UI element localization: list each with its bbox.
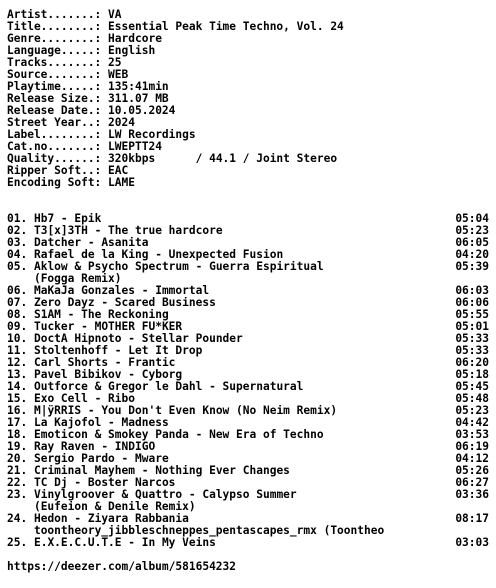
info-key: Street Year..:	[7, 117, 102, 129]
track-entry	[7, 333, 243, 345]
track-row	[7, 405, 489, 417]
track-entry	[7, 465, 290, 477]
info-line	[7, 165, 489, 177]
track-duration: 05:33	[455, 333, 489, 345]
track-title: Outforce & Gregor le Dahl - Supernatural	[33, 381, 304, 393]
track-entry	[7, 513, 189, 525]
info-line	[7, 177, 489, 189]
track-row	[7, 453, 489, 465]
track-title: T3[x]3TH - The true hardcore	[33, 225, 223, 237]
track-row	[7, 237, 489, 249]
track-number: 11.	[7, 345, 28, 357]
info-key: Encoding Soft:	[7, 177, 102, 189]
track-title: Emoticon & Smokey Panda - New Era of Techno	[33, 429, 324, 441]
track-title: Exo Cell - Ribo	[33, 393, 136, 405]
track-title: Datcher - Asanita	[33, 237, 149, 249]
track-row	[7, 477, 489, 489]
track-number: 22.	[7, 477, 28, 489]
track-title: Criminal Mayhem - Nothing Ever Changes	[33, 465, 290, 477]
tracklist	[7, 213, 489, 549]
info-line	[7, 93, 489, 105]
track-row	[7, 213, 489, 225]
track-number: 04.	[7, 249, 28, 261]
info-key: Language.....:	[7, 45, 102, 57]
track-row	[7, 429, 489, 441]
track-duration: 05:04	[455, 213, 489, 225]
track-number: 09.	[7, 321, 28, 333]
info-key: Quality......:	[7, 153, 102, 165]
track-duration: 03:03	[455, 537, 489, 549]
track-duration: 05:45	[455, 381, 489, 393]
track-duration: 06:20	[455, 357, 489, 369]
info-key: Ripper Soft..:	[7, 165, 102, 177]
track-entry	[7, 345, 202, 357]
track-row	[7, 321, 489, 333]
track-entry	[7, 477, 175, 489]
track-title: Pavel Bibikov - Cyborg	[33, 369, 183, 381]
track-entry	[7, 453, 169, 465]
track-number: 18.	[7, 429, 28, 441]
track-duration: 04:20	[455, 249, 489, 261]
track-entry	[7, 417, 169, 429]
info-value: 320kbps / 44.1 / Joint Stereo	[108, 153, 338, 165]
track-number: 17.	[7, 417, 28, 429]
track-number: 07.	[7, 297, 28, 309]
track-entry	[7, 237, 148, 249]
track-title: Ray Raven - INDIGO	[33, 441, 156, 453]
info-value: 311.07 MB	[108, 93, 169, 105]
album-url[interactable]: https://deezer.com/album/581654232	[7, 560, 237, 573]
track-entry	[7, 441, 155, 453]
track-duration: 04:42	[455, 417, 489, 429]
track-number: 23.	[7, 489, 28, 501]
track-title: Hb7 - Epik	[33, 213, 102, 225]
info-key: Cat.no.......:	[7, 141, 102, 153]
track-entry	[7, 381, 303, 393]
track-title: TC Dj - Boster Narcos	[33, 477, 176, 489]
track-duration: 05:26	[455, 465, 489, 477]
track-subtitle-text: (Eufeion & Denile Remix)	[33, 501, 196, 513]
info-key: Release Size.:	[7, 93, 102, 105]
track-duration: 06:19	[455, 441, 489, 453]
track-subtitle	[7, 273, 489, 285]
track-duration: 05:01	[455, 321, 489, 333]
track-row	[7, 345, 489, 357]
track-title: E.X.E.C.U.T.E - In My Veins	[33, 537, 216, 549]
info-line	[7, 129, 489, 141]
track-duration: 05:39	[455, 261, 489, 273]
track-entry	[7, 489, 297, 501]
info-value: LW Recordings	[108, 129, 196, 141]
track-number: 06.	[7, 285, 28, 297]
track-row	[7, 393, 489, 405]
track-title: Rafael de la King - Unexpected Fusion	[33, 249, 284, 261]
track-row	[7, 537, 489, 549]
info-value: 2024	[108, 117, 135, 129]
track-row	[7, 333, 489, 345]
track-row	[7, 225, 489, 237]
track-title: M|ÿRRIS - You Don't Even Know (No Neim Remix)	[33, 405, 338, 417]
track-title: Zero Dayz - Scared Business	[33, 297, 216, 309]
track-duration: 05:18	[455, 369, 489, 381]
track-duration: 06:06	[455, 297, 489, 309]
info-value: English	[108, 45, 156, 57]
info-key: Playtime.....:	[7, 81, 102, 93]
info-value: LAME	[108, 177, 135, 189]
info-key: Title........:	[7, 21, 102, 33]
track-number: 19.	[7, 441, 28, 453]
track-duration: 05:33	[455, 345, 489, 357]
info-value: EAC	[108, 165, 129, 177]
track-number: 08.	[7, 309, 28, 321]
info-line	[7, 9, 489, 21]
track-title: Stoltenhoff - Let It Drop	[33, 345, 203, 357]
track-duration: 06:05	[455, 237, 489, 249]
track-row	[7, 261, 489, 273]
track-number: 05.	[7, 261, 28, 273]
nfo-text-block	[7, 9, 489, 573]
track-subtitle	[7, 525, 489, 537]
track-row	[7, 369, 489, 381]
track-entry	[7, 429, 324, 441]
track-title: Tucker - MOTHER FU*KER	[33, 321, 183, 333]
info-value: WEB	[108, 69, 129, 81]
track-number: 03.	[7, 237, 28, 249]
track-entry	[7, 369, 182, 381]
track-entry	[7, 321, 182, 333]
info-value: VA	[108, 9, 122, 21]
track-number: 02.	[7, 225, 28, 237]
track-row	[7, 285, 489, 297]
track-row	[7, 465, 489, 477]
track-subtitle	[7, 501, 489, 513]
track-duration: 06:27	[455, 477, 489, 489]
track-entry	[7, 405, 337, 417]
track-entry	[7, 537, 216, 549]
info-line	[7, 69, 489, 81]
track-subtitle-text: toontheory_jibbleschneppes_pentascapes_rmx (Toontheo	[33, 525, 385, 537]
info-key: Release Date.:	[7, 105, 102, 117]
track-row	[7, 309, 489, 321]
track-entry	[7, 357, 175, 369]
track-entry	[7, 285, 209, 297]
track-entry	[7, 213, 101, 225]
track-number: 24.	[7, 513, 28, 525]
track-title: Hedon - Ziyara Rabbania	[33, 513, 189, 525]
info-value: LWEPTT24	[108, 141, 162, 153]
track-duration: 05:23	[455, 405, 489, 417]
info-line	[7, 117, 489, 129]
track-row	[7, 489, 489, 501]
track-duration: 05:48	[455, 393, 489, 405]
info-line	[7, 141, 489, 153]
track-row	[7, 381, 489, 393]
track-title: Aklow & Psycho Spectrum - Guerra Espiritual	[33, 261, 324, 273]
track-row	[7, 513, 489, 525]
track-row	[7, 249, 489, 261]
track-title: La Kajofol - Madness	[33, 417, 169, 429]
info-value: 25	[108, 57, 122, 69]
info-line	[7, 153, 489, 165]
info-value: 135:41min	[108, 81, 169, 93]
info-value: Essential Peak Time Techno, Vol. 24	[108, 21, 344, 33]
info-key: Artist.......:	[7, 9, 102, 21]
track-row	[7, 441, 489, 453]
track-row	[7, 357, 489, 369]
info-key: Tracks.......:	[7, 57, 102, 69]
track-entry	[7, 249, 283, 261]
info-line	[7, 105, 489, 117]
info-value: 10.05.2024	[108, 105, 176, 117]
track-entry	[7, 261, 324, 273]
track-number: 16.	[7, 405, 28, 417]
track-title: DoctA Hipnoto - Stellar Pounder	[33, 333, 243, 345]
track-title: MaKaJa Gonzales - Immortal	[33, 285, 210, 297]
track-number: 21.	[7, 465, 28, 477]
release-info-section	[7, 9, 489, 189]
info-line	[7, 21, 489, 33]
track-duration: 05:55	[455, 309, 489, 321]
track-title: Sergio Pardo - Mware	[33, 453, 169, 465]
track-number: 10.	[7, 333, 28, 345]
track-title: S1AM - The Reckoning	[33, 309, 169, 321]
track-number: 12.	[7, 357, 28, 369]
info-key: Label........:	[7, 129, 102, 141]
info-line	[7, 57, 489, 69]
track-title: Vinylgroover & Quattro - Calypso Summer	[33, 489, 297, 501]
track-entry	[7, 297, 216, 309]
spacer	[7, 201, 489, 213]
track-number: 20.	[7, 453, 28, 465]
track-entry	[7, 309, 169, 321]
track-number: 25.	[7, 537, 28, 549]
track-number: 14.	[7, 381, 28, 393]
track-row	[7, 297, 489, 309]
info-value: Hardcore	[108, 33, 162, 45]
info-key: Genre........:	[7, 33, 102, 45]
track-duration: 08:17	[455, 513, 489, 525]
track-row	[7, 417, 489, 429]
info-line	[7, 33, 489, 45]
track-entry	[7, 225, 223, 237]
track-number: 13.	[7, 369, 28, 381]
track-title: Carl Shorts - Frantic	[33, 357, 176, 369]
info-line	[7, 81, 489, 93]
track-duration: 03:53	[455, 429, 489, 441]
info-key: Source.......:	[7, 69, 102, 81]
track-subtitle-text: (Fogga Remix)	[33, 273, 122, 285]
track-number: 01.	[7, 213, 28, 225]
track-duration: 05:23	[455, 225, 489, 237]
spacer	[7, 189, 489, 201]
track-duration: 03:36	[455, 489, 489, 501]
track-duration: 06:03	[455, 285, 489, 297]
track-entry	[7, 393, 135, 405]
track-duration: 04:12	[455, 453, 489, 465]
info-line	[7, 45, 489, 57]
track-number: 15.	[7, 393, 28, 405]
